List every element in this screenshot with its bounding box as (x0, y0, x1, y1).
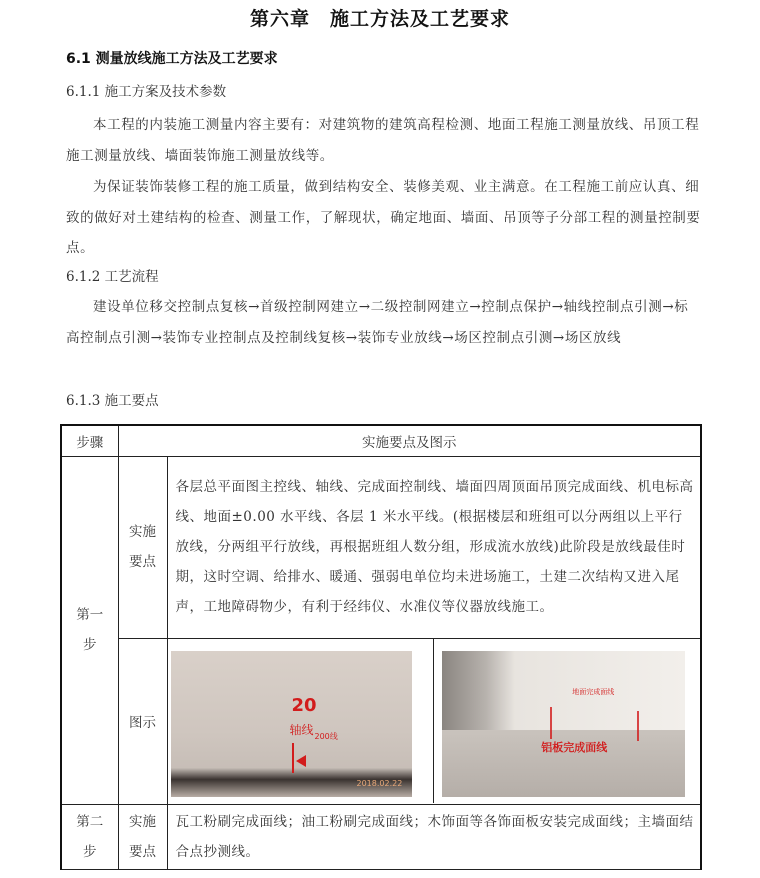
paint-floor-finish-line: 地面完成面线 (572, 688, 615, 696)
chapter-title: 第六章 施工方法及工艺要求 (249, 8, 510, 30)
photo-date-stamp: 2018.02.22 (356, 779, 403, 788)
subsection-heading-3: 6.1.3 施工要点 (66, 393, 159, 409)
step-1-figures (167, 638, 701, 804)
paragraph-quality: 为保证装饰装修工程的施工质量，做到结构安全、装修美观、业主满意。在工程施工前应认真、细致的做好对土建结构的检查、测量工作，了解现状，确定地面、墙面、吊顶等子分部工程的测量控制要点。 (66, 179, 701, 256)
section-heading: 6.1 测量放线施工方法及工艺要求 (66, 51, 278, 67)
paint-axis-small: 200线 (314, 732, 338, 741)
step-2-label: 第二 步 (61, 804, 118, 869)
paint-vertical-line (550, 707, 552, 739)
step-1-points-label: 实施 要点 (118, 456, 167, 638)
header-step: 步骤 (61, 425, 118, 456)
step-1-figure-label: 图示 (118, 638, 167, 804)
paint-axis-number: 20 (291, 695, 317, 716)
paragraph-scope: 本工程的内装施工测量内容主要有：对建筑物的建筑高程检测、地面工程施工测量放线、吊顶工程施工测量放线、墙面装饰施工测量放线等。 (66, 117, 700, 164)
subsection-heading-2: 6.1.2 工艺流程 (66, 269, 159, 285)
paint-arrow-icon (296, 755, 306, 767)
construction-points-table (60, 424, 702, 870)
paint-axis-word: 轴线 (289, 723, 314, 737)
step-1-points-text: 各层总平面图主控线、轴线、完成面控制线、墙面四周顶面吊顶完成面线、机电标高线、地面±0.00 水平线、各层 1 米水平线。(根据楼层和班组可以分两组以上平行放线，分两组平行放线，再根据班组人数分组，形成流水放线)此阶段是放线最佳时期，这时空调、给排水、暖通、强弱电单位均未进场施工，土建二次结构又进入尾声，工地障碍物少，有利于经纬仪、水准仪等仪器放线施工。 (167, 456, 701, 638)
paint-panel-finish-line: 铝板完成面线 (541, 741, 608, 754)
step-2-points-text: 瓦工粉刷完成面线；油工粉刷完成面线；木饰面等各饰面板安装完成面线；主墙面结合点抄测线。 (167, 804, 701, 869)
paragraph-process-flow: 建设单位移交控制点复核→首级控制网建立→二级控制网建立→控制点保护→轴线控制点引测→标高控制点引测→装饰专业控制点及控制线复核→装饰专业放线→场区控制点引测→场区放线 (66, 299, 689, 346)
step-2-points-label: 实施 要点 (118, 804, 167, 869)
header-content: 实施要点及图示 (118, 425, 701, 456)
paint-axis-line (292, 743, 294, 773)
photo-finish-line-marking (442, 651, 685, 797)
photo-axis-line-marking (171, 651, 412, 797)
paint-vertical-line (637, 711, 639, 741)
step-1-label: 第一 步 (61, 456, 118, 804)
subsection-heading-1: 6.1.1 施工方案及技术参数 (66, 84, 227, 100)
